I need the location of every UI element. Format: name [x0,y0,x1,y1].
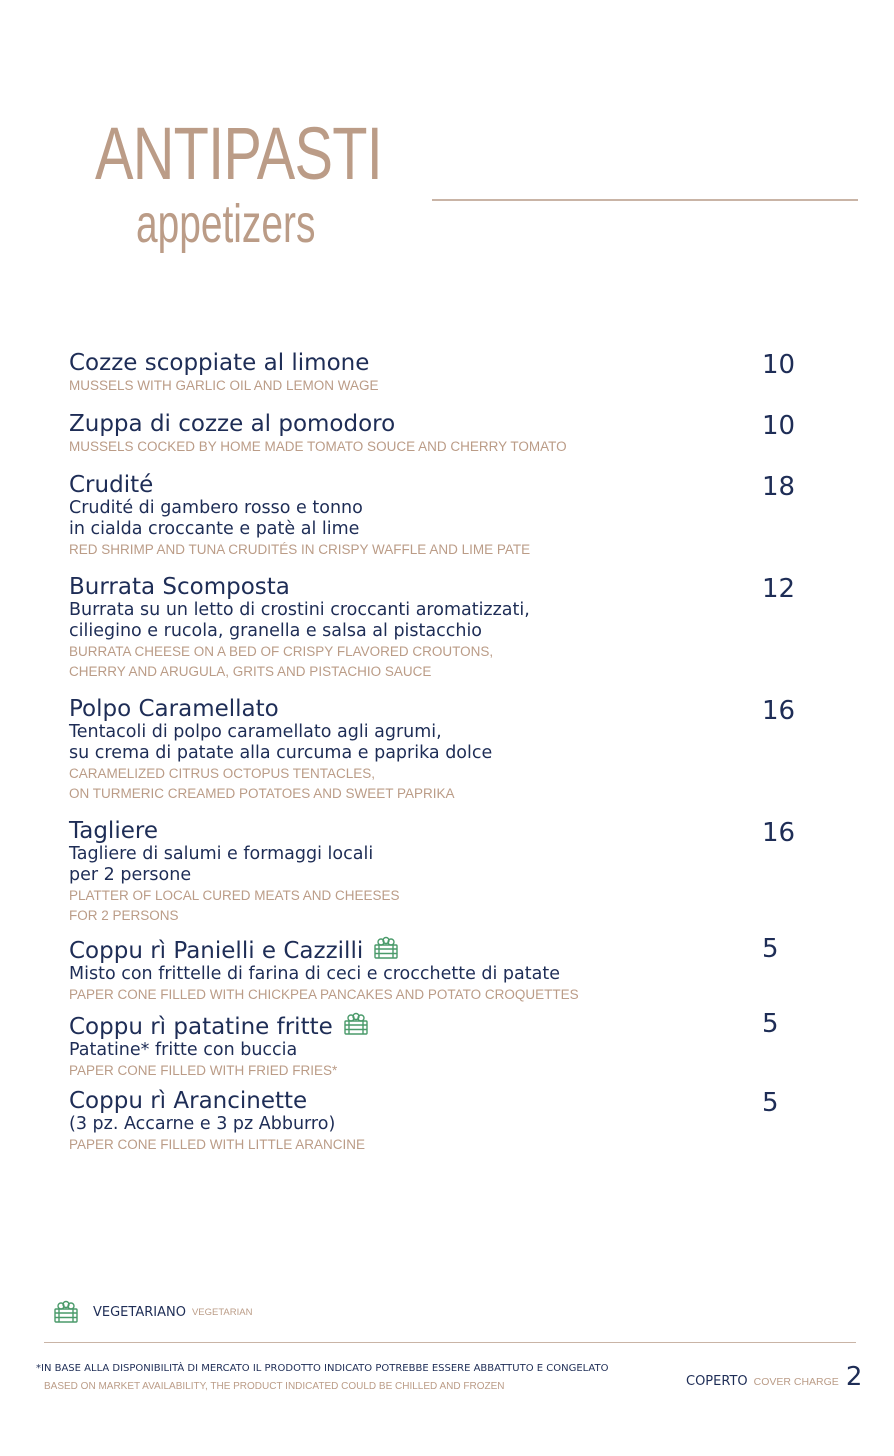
item-price: 5 [762,934,779,964]
menu-item [69,936,829,1005]
legend-label-en: VEGETARIAN [191,1306,253,1318]
item-description-en: CARAMELIZED CITRUS OCTOPUS TENTACLES, [69,766,376,781]
item-description-en: MUSSELS WITH GARLIC OIL AND LEMON WAGE [69,378,379,393]
menu-item [69,412,829,457]
item-description-en: PAPER CONE FILLED WITH LITTLE ARANCINE [69,1137,366,1152]
item-description: per 2 persone [69,865,192,885]
item-price: 10 [762,411,796,441]
item-name [69,574,829,604]
item-description-en: RED SHRIMP AND TUNA CRUDITÉS IN CRISPY WAFFLE AND LIME PATE [69,542,531,557]
menu-item [69,1089,829,1155]
item-name [69,411,829,441]
menu-item [69,473,829,560]
legend-label: VEGETARIANO [93,1304,186,1320]
item-description-en: FOR 2 PERSONS [69,908,179,923]
item-description: ciliegino e rucola, granella e salsa al pistacchio [69,621,483,641]
item-description: Patatine* fritte con buccia [69,1040,298,1060]
item-price: 16 [762,818,796,848]
footer-divider [44,1342,856,1343]
vegetable-crate-icon [373,936,399,960]
menu-title: ANTIPASTI [95,112,382,195]
item-name [69,350,829,380]
item-description: Tagliere di salumi e formaggi locali [69,844,374,864]
item-name-text: Crudité [69,472,154,498]
title-divider [432,199,858,201]
footer-note: *IN BASE ALLA DISPONIBILITÀ DI MERCATO IL PRODOTTO INDICATO POTREBBE ESSERE ABBATTUTO E CONGELATO [36,1363,609,1374]
item-description: in cialda croccante e patè al lime [69,519,360,539]
item-name-text: Coppu rì Panielli e Cazzilli [69,938,364,964]
item-description: su crema di patate alla curcuma e paprika dolce [69,743,493,763]
item-price: 16 [762,696,796,726]
vegetable-crate-icon [343,1012,369,1036]
item-price: 18 [762,472,796,502]
item-description-en: BURRATA CHEESE ON A BED OF CRISPY FLAVORED CROUTONS, [69,644,494,659]
item-description: Misto con frittelle di farina di ceci e crocchette di patate [69,964,560,984]
item-price: 12 [762,574,796,604]
vegetable-crate-icon [53,1300,79,1324]
item-price: 10 [762,350,796,380]
item-name-text: Burrata Scomposta [69,574,290,600]
item-description-en: PAPER CONE FILLED WITH FRIED FRIES* [69,1063,338,1078]
item-description-en: PAPER CONE FILLED WITH CHICKPEA PANCAKES AND POTATO CROQUETTES [69,987,579,1002]
item-name-text: Tagliere [69,818,158,844]
menu-item [69,351,829,396]
item-description-en: PLATTER OF LOCAL CURED MEATS AND CHEESES [69,888,400,903]
menu-item [69,697,829,804]
item-description: Crudité di gambero rosso e tonno [69,498,363,518]
item-name [69,696,829,726]
cover-charge-label-en: COVER CHARGE [753,1376,839,1388]
item-name-text: Polpo Caramellato [69,696,279,722]
item-description-en: ON TURMERIC CREAMED POTATOES AND SWEET PAPRIKA [69,786,455,801]
footer-note-en: BASED ON MARKET AVAILABILITY, THE PRODUCT INDICATED COULD BE CHILLED AND FROZEN [44,1381,505,1392]
item-description-en: MUSSELS COCKED BY HOME MADE TOMATO SOUCE AND CHERRY TOMATO [69,439,567,454]
item-name [69,818,829,848]
item-description: Burrata su un letto di crostini croccanti aromatizzati, [69,600,530,620]
item-name [69,1009,829,1040]
menu-item [69,819,829,926]
item-price: 5 [762,1009,779,1039]
cover-charge [686,1362,862,1392]
menu-item [69,1009,829,1081]
item-name [69,1088,829,1118]
item-name-text: Cozze scoppiate al limone [69,350,370,376]
menu-item [69,575,829,682]
item-description: (3 pz. Accarne e 3 pz Abburro) [69,1114,336,1134]
item-name-text: Coppu rì patatine fritte [69,1014,333,1040]
menu-subtitle: appetizers [136,194,316,254]
item-name [69,472,829,502]
item-description-en: CHERRY AND ARUGULA, GRITS AND PISTACHIO SAUCE [69,664,432,679]
cover-charge-label: COPERTO [686,1374,748,1389]
cover-charge-price: 2 [845,1362,863,1392]
item-price: 5 [762,1088,779,1118]
item-description: Tentacoli di polpo caramellato agli agrumi, [69,722,442,742]
item-name-text: Zuppa di cozze al pomodoro [69,411,396,437]
vegetarian-legend [53,1300,252,1324]
item-name [69,936,829,964]
item-name-text: Coppu rì Arancinette [69,1088,308,1114]
